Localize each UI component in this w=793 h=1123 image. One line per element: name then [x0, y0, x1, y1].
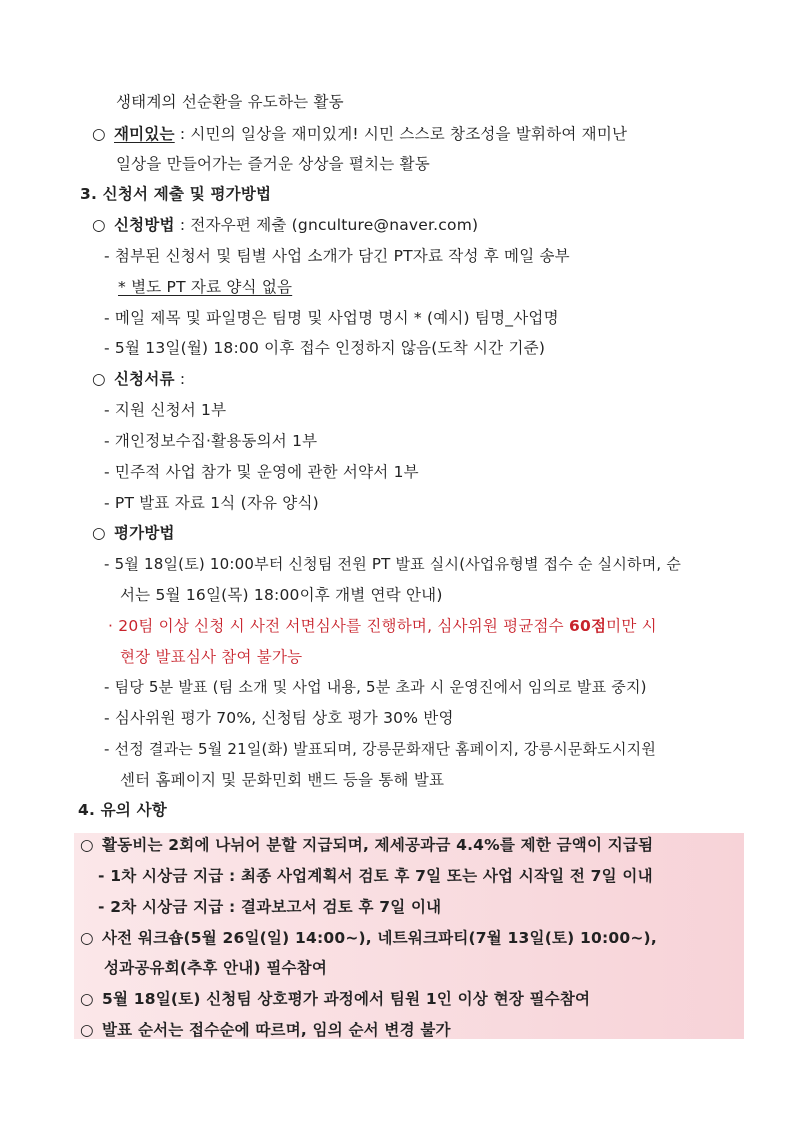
fun-text-cont: 일상을 만들어가는 즐거운 상상을 펼치는 활동	[116, 155, 430, 173]
eval-red-note	[108, 615, 657, 637]
eval-red-text-end: 미만 시	[606, 617, 657, 635]
apply-method-item	[92, 214, 478, 236]
eval-list-item-cont: 센터 홈페이지 및 문화민회 밴드 등을 통해 발표	[120, 771, 445, 789]
eval-list-item-cont: 서는 5월 16일(목) 18:00이후 개별 연락 안내)	[120, 586, 443, 604]
bullet-circle-icon: ○	[92, 524, 106, 542]
docs-list-item: - 개인정보수집·활용동의서 1부	[104, 432, 318, 450]
note-text: 사전 워크숍(5월 26일(일) 14:00~), 네트워크파티(7월 13일(토) 10:00~),	[102, 929, 657, 947]
apply-item: - 메일 제목 및 파일명은 팀명 및 사업명 명시 * (예시) 팀명_사업명	[104, 309, 559, 327]
eval-label: 평가방법	[114, 524, 175, 542]
bullet-circle-icon: ○	[80, 836, 94, 854]
note-item-cont: 성과공유회(추후 안내) 필수참여	[104, 959, 328, 977]
eval-red-text: · 20팀 이상 신청 시 사전 서면심사를 진행하며, 심사위원 평균점수	[108, 617, 569, 635]
eval-list-item: - 5월 18일(토) 10:00부터 신청팀 전원 PT 발표 실시(사업유형별 접수 순 실시하며, 순	[104, 555, 682, 573]
eval-red-note-cont: 현장 발표심사 참여 불가능	[120, 648, 303, 666]
apply-item: - 5월 13일(월) 18:00 이후 접수 인정하지 않음(도착 시간 기준)	[104, 339, 546, 357]
docs-suffix: :	[174, 370, 186, 388]
apply-item: - 첨부된 신청서 및 팀별 사업 소개가 담긴 PT자료 작성 후 메일 송부	[104, 247, 570, 265]
note-subitem: - 1차 시상금 지급 : 최종 사업계획서 검토 후 7일 또는 사업 시작일 전 7일 이내	[98, 867, 653, 885]
bullet-circle-icon: ○	[80, 990, 94, 1008]
note-text: 발표 순서는 접수순에 따르며, 임의 순서 변경 불가	[102, 1021, 451, 1039]
bullet-circle-icon: ○	[80, 1021, 94, 1039]
docs-item	[92, 368, 185, 390]
eval-list-item: - 선정 결과는 5월 21일(화) 발표되며, 강릉문화재단 홈페이지, 강릉시문화도시지원	[104, 740, 657, 758]
eval-list-item: - 팀당 5분 발표 (팀 소개 및 사업 내용, 5분 초과 시 운영진에서 임의로 발표 중지)	[104, 678, 647, 696]
note-text: 활동비는 2회에 나뉘어 분할 지급되며, 제세공과금 4.4%를 제한 금액이 지급됨	[102, 836, 654, 854]
fun-text: : 시민의 일상을 재미있게! 시민 스스로 창조성을 발휘하여 재미난	[174, 125, 628, 143]
section4-heading: 4. 유의 사항	[78, 801, 167, 819]
note-item	[80, 834, 653, 856]
apply-method-text: : 전자우편 제출 (gnculture@naver.com)	[174, 216, 479, 234]
eval-list-item: - 심사위원 평가 70%, 신청팀 상호 평가 30% 반영	[104, 709, 454, 727]
note-item	[80, 1019, 451, 1041]
note-item	[80, 988, 590, 1010]
docs-list-item: - 지원 신청서 1부	[104, 401, 227, 419]
apply-method-label: 신청방법	[114, 216, 175, 234]
bullet-circle-icon: ○	[92, 370, 106, 388]
fun-label: 재미있는	[114, 125, 175, 143]
intro-line: 생태계의 선순환을 유도하는 활동	[116, 93, 344, 111]
note-subitem: - 2차 시상금 지급 : 결과보고서 검토 후 7일 이내	[98, 898, 442, 916]
bullet-circle-icon: ○	[92, 125, 106, 143]
apply-note: * 별도 PT 자료 양식 없음	[118, 278, 293, 296]
note-text: 5월 18일(토) 신청팀 상호평가 과정에서 팀원 1인 이상 현장 필수참여	[102, 990, 591, 1008]
eval-red-score: 60점	[568, 617, 607, 635]
eval-item	[92, 522, 175, 544]
section3-heading: 3. 신청서 제출 및 평가방법	[80, 185, 272, 203]
bullet-circle-icon: ○	[92, 216, 106, 234]
docs-list-item: - PT 발표 자료 1식 (자유 양식)	[104, 494, 319, 512]
bullet-circle-icon: ○	[80, 929, 94, 947]
docs-label: 신청서류	[114, 370, 175, 388]
docs-list-item: - 민주적 사업 참가 및 운영에 관한 서약서 1부	[104, 463, 419, 481]
fun-item	[92, 123, 627, 145]
note-item	[80, 927, 657, 949]
